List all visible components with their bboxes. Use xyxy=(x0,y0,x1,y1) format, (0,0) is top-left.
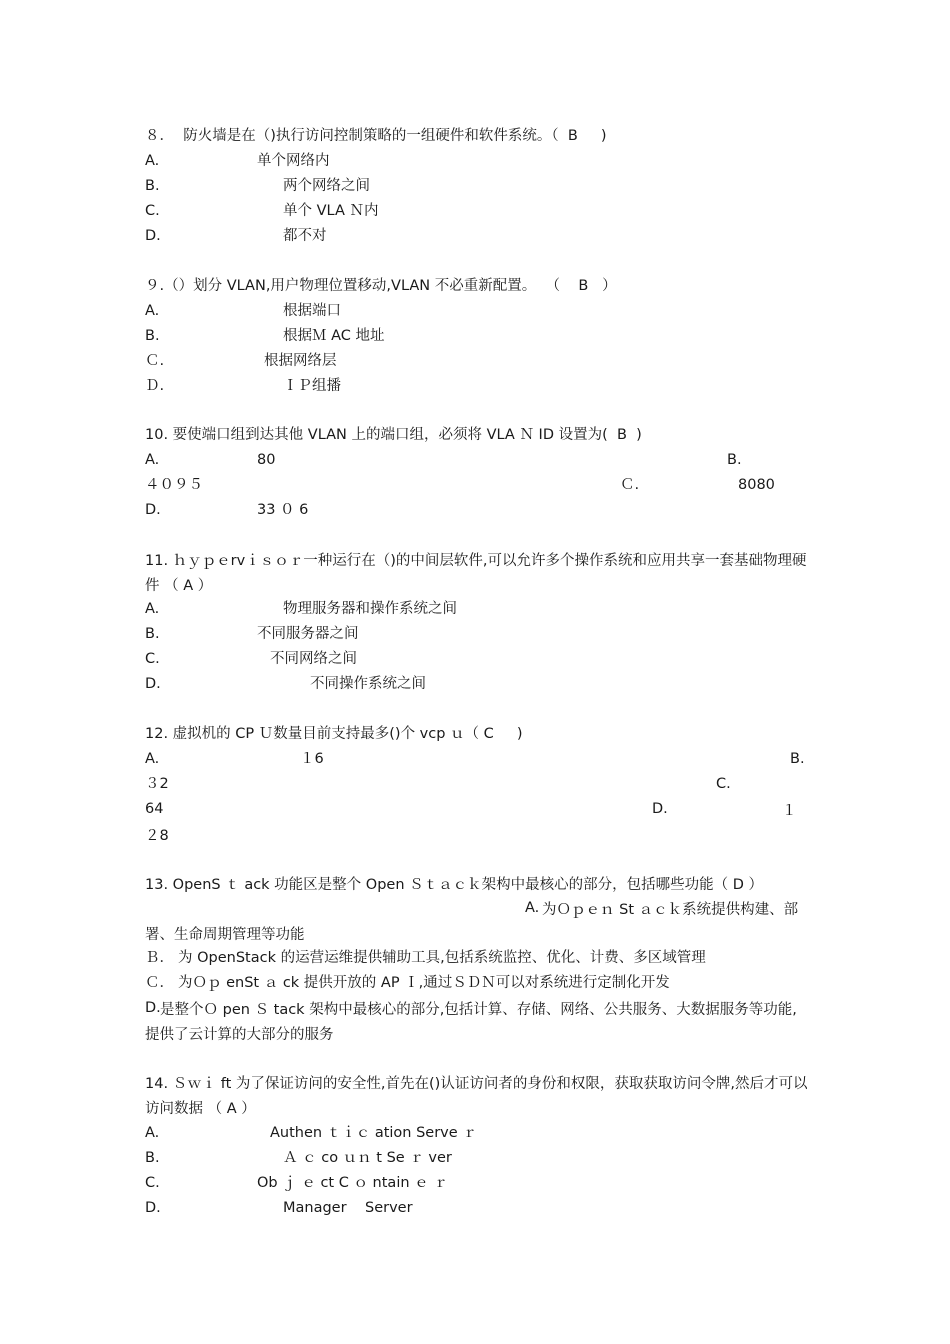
q9-option-a-label: A. xyxy=(145,303,160,319)
q10-option-d-label: D. xyxy=(145,502,161,518)
q8-option-d-label: D. xyxy=(145,228,161,244)
q13-option-d-label: D. xyxy=(145,1000,161,1016)
q13-option-a-label: A. xyxy=(525,900,540,916)
q14-option-c-label: C. xyxy=(145,1175,160,1191)
q9-option-b-text: 根据Ｍ AC 地址 xyxy=(283,328,385,344)
q13-option-a-text: 为Ｏｐｅｎ St ａｃｋ系统提供构建、部署、生命周期管理等功能 xyxy=(145,902,799,943)
q9-option-a-text: 根据端口 xyxy=(283,303,341,319)
q10-option-a-text: 80 xyxy=(257,452,276,468)
q9-option-c-label: Ｃ. xyxy=(145,353,165,369)
q8-option-a-label: A. xyxy=(145,153,160,169)
q8-option-b-label: B. xyxy=(145,178,160,194)
q14-option-b-text: Ａ ｃ co ｕｎ t Se ｒ ver xyxy=(283,1150,452,1166)
q11-option-b-label: B. xyxy=(145,626,160,642)
q8-option-d-text: 都不对 xyxy=(283,228,327,244)
question-11-stem: 11. ｈｙｐｅrvｉｓｏｒ一种运行在（)的中间层软件,可以允许多个操作系统和应用共享一套基础物理硬件 （ A ） xyxy=(145,553,807,594)
q14-option-c-text: Ob ｊ ｅ ct C ｏ ntain ｅ ｒ xyxy=(257,1175,448,1191)
q13-option-c-text: 为Ｏｐ enSt ａ ck 提供开放的 AP Ｉ,通过ＳＤＮ可以对系统进行定制化开发 xyxy=(178,975,670,991)
question-10-stem: 10. 要使端口组到达其他 VLAN 上的端口组，必须将 VLA Ｎ ID 设置为( B ) xyxy=(145,427,642,443)
q11-option-a-label: A. xyxy=(145,601,160,617)
q9-option-b-label: B. xyxy=(145,328,160,344)
q11-option-c-label: C. xyxy=(145,651,160,667)
q13-option-b-text: 为 OpenStack 的运营运维提供辅助工具,包括系统监控、优化、计费、多区域管理 xyxy=(178,950,706,966)
q11-option-b-text: 不同服务器之间 xyxy=(257,626,359,642)
q14-option-a-text: Authen ｔｉｃ ation Serve ｒ xyxy=(270,1125,477,1141)
q13-option-b-label: Ｂ． xyxy=(145,950,174,966)
q8-option-b-text: 两个网络之间 xyxy=(283,178,370,194)
q12-option-a-text: １6 xyxy=(300,751,324,767)
q13-option-c-label: Ｃ． xyxy=(145,975,174,991)
q10-option-c-text: 8080 xyxy=(738,477,775,493)
question-9-stem: ９.（）划分 VLAN,用户物理位置移动,VLAN 不必重新配置。 （ B ） xyxy=(145,278,617,294)
question-13-stem: 13. OpenS ｔ ack 功能区是整个 Open Ｓｔａｃｋ架构中最核心的部分，包括哪些功能（ D ） xyxy=(145,877,764,893)
q8-option-c-label: C. xyxy=(145,203,160,219)
q14-option-a-label: A. xyxy=(145,1125,160,1141)
q9-option-d-label: Ｄ. xyxy=(145,378,165,394)
q10-option-d-text: 33 ０ 6 xyxy=(257,502,309,518)
question-12-stem: 12. 虚拟机的 CP Ｕ数量目前支持最多()个 vcp ｕ（ C ) xyxy=(145,726,523,742)
q12-option-b-text: ３2 xyxy=(145,776,169,792)
q12-option-c-text: 64 xyxy=(145,801,164,817)
q14-option-b-label: B. xyxy=(145,1150,160,1166)
q10-option-b-text: ４０９５ xyxy=(145,477,203,493)
q13-option-d-text: 是整个Ｏ pen Ｓ tack 架构中最核心的部分,包括计算、存储、网络、公共服务、大数据服务等功能,提供了云计算的大部分的服务 xyxy=(145,1002,797,1043)
q11-option-d-text: 不同操作系统之间 xyxy=(310,676,426,692)
q9-option-d-text: ＩＰ组播 xyxy=(283,378,341,394)
q9-option-c-text: 根据网络层 xyxy=(264,353,337,369)
q10-option-a-label: A. xyxy=(145,452,160,468)
q10-option-b-label: B. xyxy=(727,452,742,468)
q11-option-c-text: 不同网络之间 xyxy=(270,651,357,667)
q12-option-b-label: B. xyxy=(790,751,805,767)
question-8-stem: ８． 防火墙是在（)执行访问控制策略的一组硬件和软件系统。（ B ) xyxy=(145,128,607,144)
q8-option-c-text: 单个 VLA Ｎ内 xyxy=(283,203,379,219)
q11-option-d-label: D. xyxy=(145,676,161,692)
q12-option-c-label: C. xyxy=(716,776,731,792)
q12-option-d-text: １２8 xyxy=(145,803,797,844)
q14-option-d-label: D. xyxy=(145,1200,161,1216)
q8-option-a-text: 单个网络内 xyxy=(257,153,330,169)
q12-option-a-label: A. xyxy=(145,751,160,767)
q14-option-d-text: Manager Server xyxy=(283,1200,413,1216)
q10-option-c-label: Ｃ. xyxy=(620,477,640,493)
q12-option-d-label: D. xyxy=(652,801,668,817)
question-14-stem: 14. Ｓｗｉ ft 为了保证访问的安全性,首先在()认证访问者的身份和权限，获取获取访问令牌,然后才可以访问数据 （ A ） xyxy=(145,1076,808,1117)
q11-option-a-text: 物理服务器和操作系统之间 xyxy=(283,601,457,617)
